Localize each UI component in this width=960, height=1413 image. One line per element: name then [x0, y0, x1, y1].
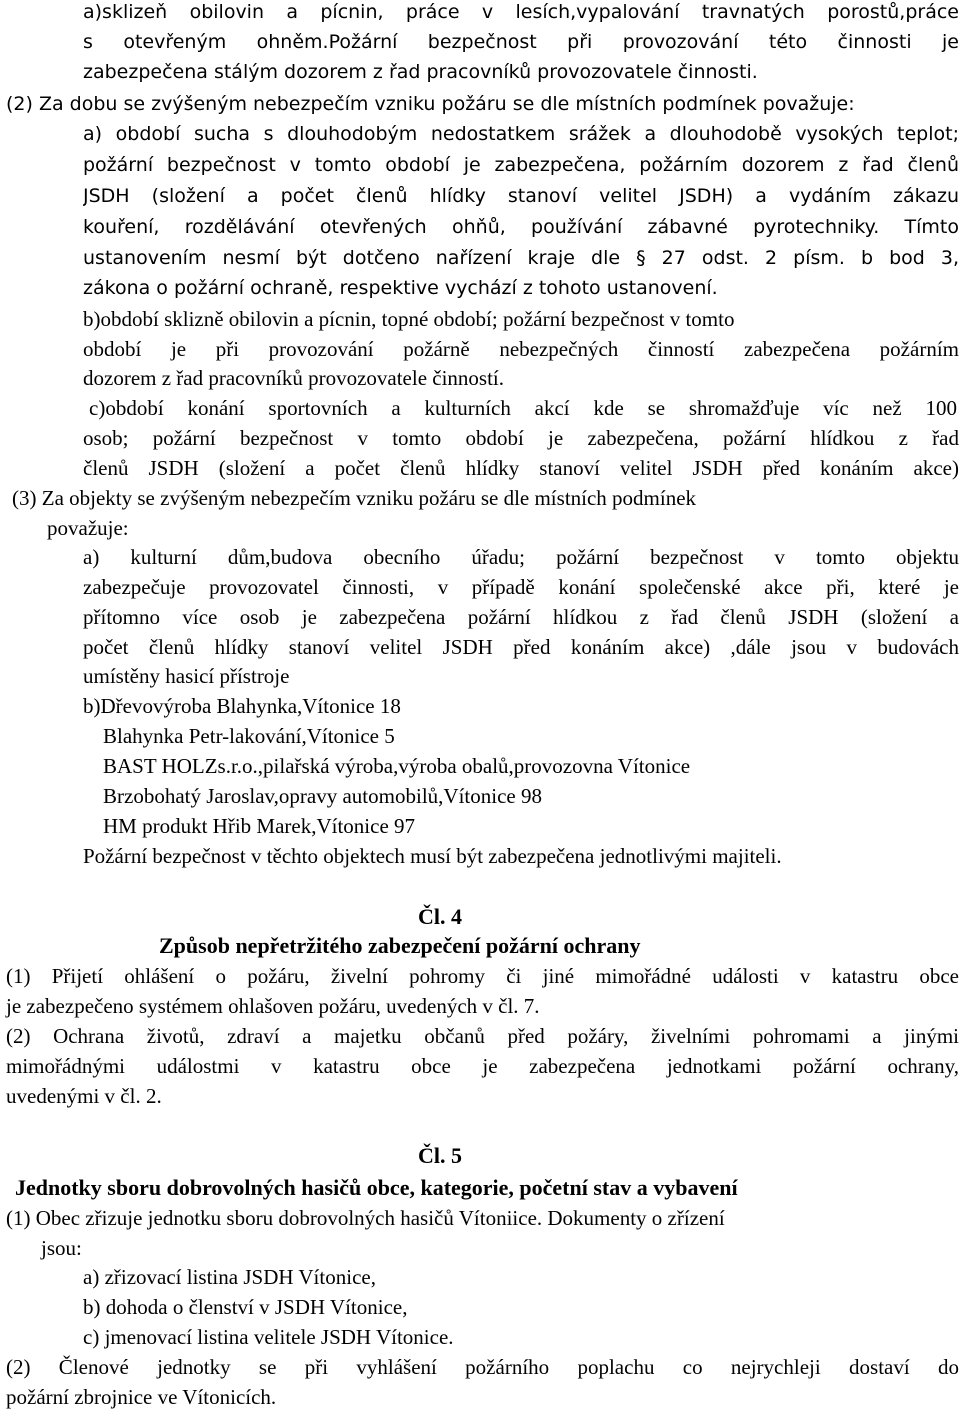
text-line: a) kulturní dům,budova obecního úřadu; požární bezpečnost v tomto objektu: [83, 545, 959, 569]
text-line: (1) Obec zřizuje jednotku sboru dobrovolných hasičů Vítoniice. Dokumenty o zřízení: [6, 1206, 725, 1230]
text-line: členů JSDH (složení a počet členů hlídky stanoví velitel JSDH před konáním akce): [83, 456, 959, 480]
text-line: požární zbrojnice ve Vítonicích.: [6, 1385, 277, 1409]
text-line: osob; požární bezpečnost v tomto období je zabezpečena, požární hlídkou z řad: [83, 426, 959, 450]
list-item: BAST HOLZs.r.o.,pilařská výroba,výroba obalů,provozovna Vítonice: [103, 754, 691, 778]
list-item: Brzobohatý Jaroslav,opravy automobilů,Vítonice 98: [103, 784, 542, 808]
list-item: HM produkt Hřib Marek,Vítonice 97: [103, 814, 416, 838]
article-4-number: Čl. 4: [418, 904, 462, 929]
text-line: počet členů hlídky stanoví velitel JSDH před konáním akce) ,dále jsou v budovách: [83, 635, 959, 659]
text-line: požární bezpečnost v tomto období je zabezpečena, požárním dozorem z řad členů: [83, 154, 959, 176]
text-line: ustanovením nesmí být dotčeno nařízení kraje dle § 27 odst. 2 písm. b bod 3,: [83, 247, 959, 269]
text-line: (2) Členové jednotky se při vyhlášení požárního poplachu co nejrychleji dostaví do: [6, 1355, 959, 1379]
paragraph-2-heading: (2) Za dobu se zvýšeným nebezpečím vzniku požáru se dle místních podmínek považuje:: [6, 93, 855, 115]
text-line: je zabezpečeno systémem ohlašoven požáru, uvedených v čl. 7.: [6, 994, 540, 1018]
text-line: kouření, rozdělávání otevřených ohňů, používání zábavné pyrotechniky. Tímto: [83, 216, 959, 238]
text-line: (2) Ochrana životů, zdraví a majetku občanů před požáry, živelními pohromami a jinými: [6, 1024, 959, 1048]
text-line: přítomno více osob je zabezpečena požární hlídkou z řad členů JSDH (složení a: [83, 605, 959, 629]
text-line: a) období sucha s dlouhodobým nedostatkem srážek a dlouhodobě vysokých teplot;: [83, 123, 959, 145]
list-item: b) dohoda o členství v JSDH Vítonice,: [83, 1295, 408, 1319]
text-line: uvedenými v čl. 2.: [6, 1084, 162, 1108]
text-line: zákona o požární ochraně, respektive vychází z tohoto ustanovení.: [83, 277, 718, 299]
list-item: Blahynka Petr-lakování,Vítonice 5: [103, 724, 395, 748]
article-4-title: Způsob nepřetržitého zabezpečení požární ochrany: [159, 933, 641, 958]
text-line: a)sklizeň obilovin a pícnin, práce v lesích,vypalování travnatých porostů,práce: [83, 1, 959, 23]
article-5-title: Jednotky sboru dobrovolných hasičů obce, kategorie, početní stav a vybavení: [15, 1175, 738, 1200]
text-line: období je při provozování požárně nebezpečných činností zabezpečena požárním: [83, 337, 959, 361]
text-line: (1) Přijetí ohlášení o požáru, živelní pohromy či jiné mimořádné události v katastru obce: [6, 964, 959, 988]
text-line: jsou:: [41, 1236, 82, 1260]
text-line: b)období sklizně obilovin a pícnin, topné období; požární bezpečnost v tomto: [83, 307, 735, 331]
list-item: c) jmenovací listina velitele JSDH Vítonice.: [83, 1325, 454, 1349]
article-5-number: Čl. 5: [418, 1143, 462, 1168]
text-line: umístěny hasicí přístroje: [83, 664, 290, 688]
paragraph-3-heading: (3) Za objekty se zvýšeným nebezpečím vzniku požáru se dle místních podmínek: [12, 486, 697, 510]
text-line: považuje:: [47, 516, 129, 540]
list-item: a) zřizovací listina JSDH Vítonice,: [83, 1265, 376, 1289]
text-line: mimořádnými událostmi v katastru obce je zabezpečena jednotkami požární ochrany,: [6, 1054, 959, 1078]
text-line: Požární bezpečnost v těchto objektech musí být zabezpečena jednotlivými majiteli.: [83, 844, 782, 868]
text-line: c)období konání sportovních a kulturních akcí kde se shromažďuje víc než 100: [89, 396, 957, 420]
text-line: zabezpečuje provozovatel činnosti, v případě konání společenské akce při, které je: [83, 575, 959, 599]
text-line: s otevřeným ohněm.Požární bezpečnost při provozování této činnosti je: [83, 31, 959, 53]
text-line: b)Dřevovýroba Blahynka,Vítonice 18: [83, 694, 401, 718]
text-line: zabezpečena stálým dozorem z řad pracovníků provozovatele činnosti.: [83, 61, 758, 83]
text-line: JSDH (složení a počet členů hlídky stanoví velitel JSDH) a vydáním zákazu: [83, 185, 959, 207]
text-line: dozorem z řad pracovníků provozovatele činností.: [83, 366, 505, 390]
